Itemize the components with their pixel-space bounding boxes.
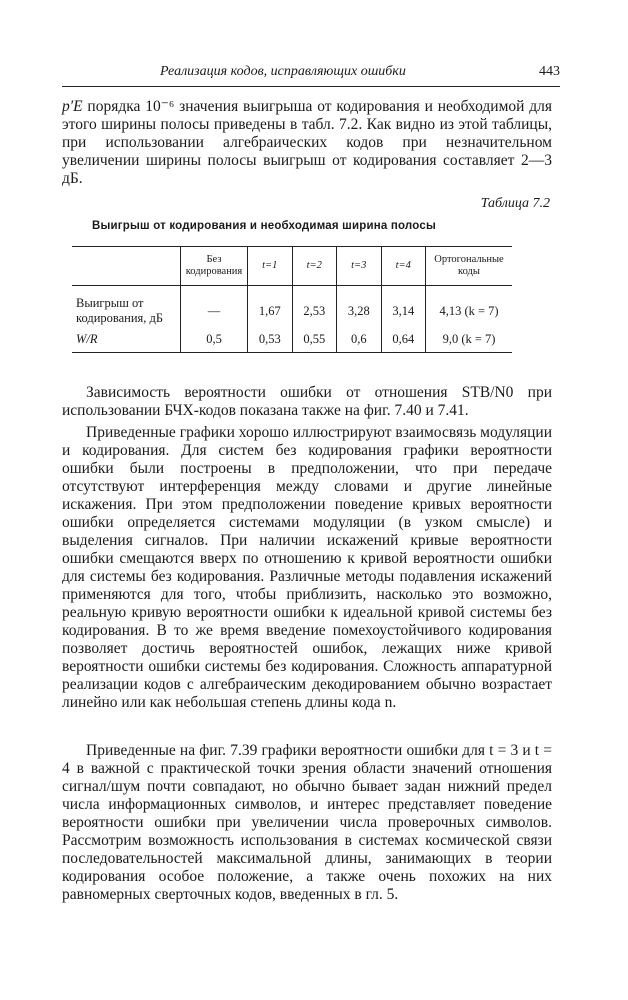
header-cell: t=3	[337, 247, 382, 286]
table-cell: 1,67	[248, 296, 293, 326]
paragraph-graphs	[62, 424, 552, 712]
running-title: Реализация кодов, исправляющих ошибки	[160, 64, 406, 79]
table-cell: 0,5	[181, 326, 248, 353]
table-title: Выигрыш от кодирования и необходимая ширина полосы	[92, 220, 436, 232]
paragraph-graphs-text: Приведенные графики хорошо иллюстрируют взаимосвязь модуляции и кодирования. Для систем без кодирования графики вероятности ошибки были построены в предположении, что при передаче отсутствуют интерференция между словами и другие линейные искажения. При этом предположении поведение кривых вероятности ошибки определяется системами модуляции (в узком смысле) и выделения сигналов. При наличии искажений кривые вероятности ошибки смещаются вверх по отношению к кривой вероятности ошибки для системы без кодирования. Различные методы подавления искажений применяются для того, чтобы приблизить, насколько это возможно, реальную кривую вероятности ошибки к идеальной кривой системы без кодирования. В то же время введение помехоустойчивого кодирования позволяет достичь вероятностей ошибок, лежащих ниже кривой вероятности ошибки системы без кодирования. Сложность аппаратурной реализации кодов с алгебраическим декодированием обычно возрастает линейно или как небольшая степень длины кода n.	[62, 424, 552, 711]
table-cell: 9,0 (k = 7)	[426, 326, 513, 353]
header-cell: Ортогональные коды	[426, 247, 513, 286]
gain-table	[72, 246, 512, 353]
table-cell: 0,64	[381, 326, 426, 353]
table-cell: 0,53	[248, 326, 293, 353]
paragraph-dependence-text: Зависимость вероятности ошибки от отношения STB/N0 при использовании БЧХ-кодов показана также на фиг. 7.40 и 7.41.	[62, 384, 552, 419]
table-header-row	[72, 247, 512, 286]
table-cell: —	[181, 296, 248, 326]
symbol-pe: p′E	[62, 98, 83, 115]
page-number: 443	[539, 64, 560, 79]
table-row	[72, 326, 512, 353]
running-header	[62, 64, 560, 87]
header-cell: t=4	[381, 247, 426, 286]
paragraph-figure	[62, 742, 552, 904]
table-row	[72, 296, 512, 326]
header-cell: Без кодирования	[181, 247, 248, 286]
row-label: Выигрыш от кодирования, дБ	[76, 296, 164, 325]
paragraph-intro-text: порядка 10⁻⁶ значения выигрыша от кодирования и необходимой для этого ширины полосы приведены в табл. 7.2. Как видно из этой таблицы, при использовании алгебраических кодов при незначительном увеличении ширины полосы выигрыш от кодирования составляет 2—3 дБ.	[62, 98, 552, 187]
header-cell: t=1	[248, 247, 293, 286]
table-cell: 4,13 (k = 7)	[426, 296, 513, 326]
table-caption: Таблица 7.2	[480, 196, 550, 211]
row-label: W/R	[72, 326, 181, 353]
paragraph-dependence	[62, 384, 552, 420]
header-cell	[72, 247, 181, 286]
paragraph-intro	[62, 98, 552, 188]
header-cell: t=2	[292, 247, 337, 286]
paragraph-figure-text: Приведенные на фиг. 7.39 графики вероятности ошибки для t = 3 и t = 4 в важной с практической точки зрения области значений отношения сигнал/шум почти совпадают, но обычно бывает задан нижний предел числа информационных символов, и интерес представляет поведение вероятности ошибки при увеличении числа проверочных символов. Рассмотрим возможность использования в системах космической связи последовательностей максимальной длины, занимающих в теории кодирования особое положение, а также очень похожих на них равномерных сверточных кодов, введенных в гл. 5.	[62, 742, 552, 903]
table-cell: 2,53	[292, 296, 337, 326]
table-cell: 0,6	[337, 326, 382, 353]
table-cell: 3,14	[381, 296, 426, 326]
table-cell: 0,55	[292, 326, 337, 353]
table-cell: 3,28	[337, 296, 382, 326]
